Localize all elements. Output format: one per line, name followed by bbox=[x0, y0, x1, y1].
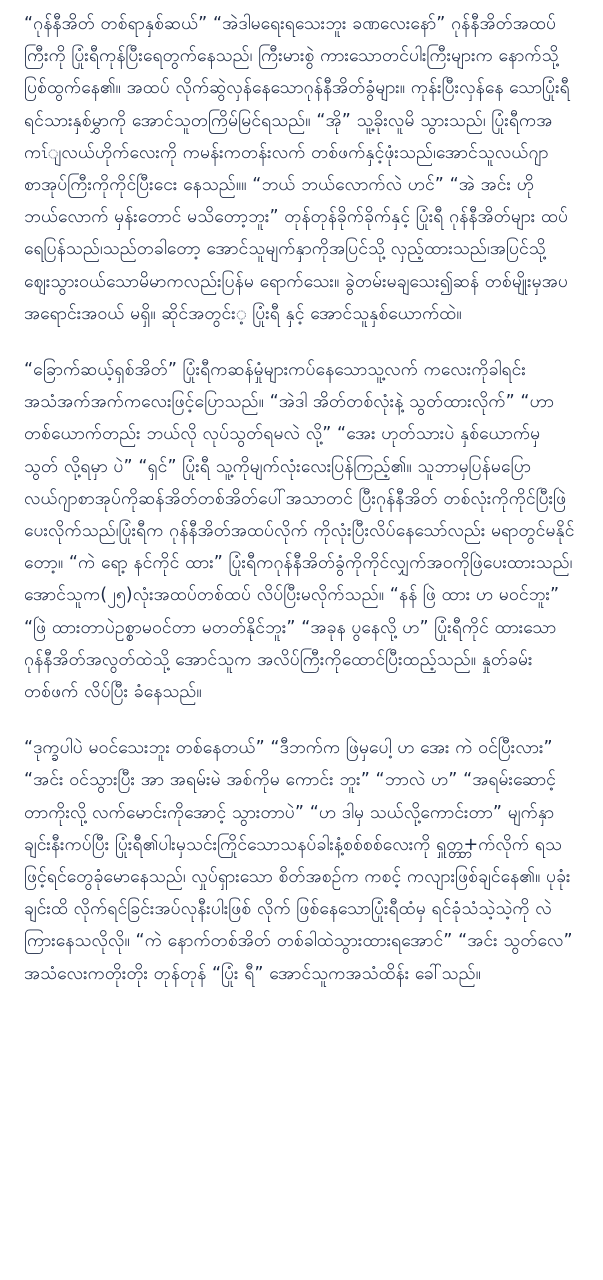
article-body bbox=[24, 8, 577, 990]
paragraph-2: “ခြောက်ဆယ့်ရှစ်အိတ်” ပြုံးရီကဆန်မှုံများကပ်နေသောသူ့လက် ကလေးကိုခါရင်းအသံအက်အက်ကလေးဖြင့်ပြောသည်။ “အဲဒါ အိတ်တစ်လုံးနဲ့ သွတ်ထားလိုက်” “ဟာ တစ်ယောက်တည်း ဘယ်လို လုပ်သွတ်ရမလဲ လို့” “အေး ဟုတ်သားပဲ နှစ်ယောက်မှ သွတ် လို့ရမှာ ပဲ” “ရှင်” ပြုံးရီ သူ့ကိုမျက်လုံးလေးပြန်ကြည့်၏။ သူဘာမှပြန်မပြော လယ်ဂျာစာအုပ်ကိုဆန်အိတ်တစ်အိတ်ပေါ်အသာတင် ပြီးဂုန်နီအိတ် တစ်လုံးကိုကိုင်ပြီးဖြဲပေးလိုက်သည်၊ပြုံးရီက ဂုန်နီအိတ်အထပ်လိုက် ကိုလုံးပြီးလိပ်နေသော်လည်း မရာတွင်မနိုင် တော့။ “ကဲ ရော့ နင်ကိုင် ထား” ပြုံးရီကဂုန်နီအိတ်ခွံကိုကိုင်လျှက်အဝကိုဖြဲပေးထားသည်၊ အောင်သူက(၂၅)လုံးအထပ်တစ်ထပ် လိပ်ပြီးမလိုက်သည်။ “နန် ဖြဲ ထား ဟ မဝင်ဘူး” “ဖြဲ ထားတာပဲဥစ္စာမဝင်တာ မတတ်နိုင်ဘူး” “အခုန ပွနေလို့ ဟ” ပြုံးရီကိုင် ထားသောဂုန်နီအိတ်အလွတ်ထဲသို့ အောင်သူက အလိပ်ကြီးကိုထောင်ပြီးထည့်သည်။ နှုတ်ခမ်းတစ်ဖက် လိပ်ပြီး ခံနေသည်။ bbox=[24, 360, 575, 703]
paragraph-1: “ဂုန်နီအိတ် တစ်ရာနှစ်ဆယ်” “အဲဒါမရေးရသေးဘူး ခဏလေးနော်” ဂုန်နီအိတ်အထပ်ကြီးကို ပြုံးရီကုန်ပြီးရေတွက်နေသည်၊ ကြီးမားစွဲ ကားသောတင်ပါးကြီးများက နောက်သို့ပြစ်ထွက်နေ၏။ အထပ် လိုက်ဆွဲလှန်နေသောဂုန်နီအိတ်ခွံများ။ ကုန်းပြီးလှန်နေ သောပြုံးရီ ရင်သားနှစ်မွှာကို အောင်သူတကြိမ်မြင်ရသည်။ “အို” သူ့ခိုးလူမိ သွားသည်၊ ပြုံးရီကအကၤ်ျလယ်ဟိုက်လေးကို ကမန်းကတန်းလက် တစ်ဖက်နှင့်ဖုံးသည်၊အောင်သူလယ်ဂျာစာအုပ်ကြီးကိုကိုင်ပြီးငေး နေသည်။။ “ဘယ် ဘယ်လောက်လဲ ဟင်” “အဲ အင်း ဟို ဘယ်လောက် မှန်းတောင် မသိတော့ဘူး” တုန်တုန်ခိုက်ခိုက်နှင့် ပြုံးရီ ဂုန်နီအိတ်များ ထပ်ရေပြန်သည်၊သည်တခါတော့ အောင်သူမျက်နှာကိုအပြင်သို့ လှည့်ထားသည်၊အပြင်သို့ဈေးသွားဝယ်သောမိမာကလည်းပြန်မ ရောက်သေး။ ခွဲတမ်းမချသေး၍ဆန် တစ်မျိုးမှအပ အရောင်းအဝယ် မရှိ။ ဆိုင်အတွင်း့ ပြုံးရီ နှင့် အောင်သူနှစ်ယောက်ထဲ။ bbox=[24, 14, 570, 324]
paragraph-3: “ဒုက္ခပါပဲ မဝင်သေးဘူး တစ်နေတယ်” “ဒီဘက်က ဖြဲမှပေါ့ ဟ အေး ကဲ ဝင်ပြီးလား” “အင်း ဝင်သွားပြီး အာ အရမ်းမဲ အစ်ကိုမ ကောင်း ဘူး” “ဘာလဲ ဟ” “အရမ်းဆောင့်တာကိုးလို့ လက်မောင်းကိုအောင့် သွားတာပဲ” “ဟ ဒါမှ သယ်လို့ကောင်းတာ” မျက်နှာ ချင်းနီးကပ်ပြီး ပြုံးရီ၏ပါးမှသင်းကြိုင်သောသနပ်ခါးနံ့စစ်စစ်လေးကို ရှူတ္တ္တ+က်လိုက် ရသ ဖြင့်ရင်တွေခုံမောနေသည်၊ လှုပ်ရှားသော စိတ်အစဉ်က ကစင့် ကလျားဖြစ်ချင်နေ၏။ ပုခုံးချင်းထိ လိုက်ရင်ခြင်းအပ်လုနီးပါးဖြစ် လိုက် ဖြစ်နေသောပြုံးရီထံမှ ရင်ခုံသံသဲ့သဲ့ကို လဲကြားနေသလိုလို။ “ကဲ နောက်တစ်အိတ် တစ်ခါထဲသွားထားရအောင်” “အင်း သွတ်လေ” အသံလေးကတိုးတိုး တုန်တုန် “ပြုံး ရီ” အောင်သူကအသံထိန်း ခေါ်သည်။ bbox=[24, 738, 573, 984]
